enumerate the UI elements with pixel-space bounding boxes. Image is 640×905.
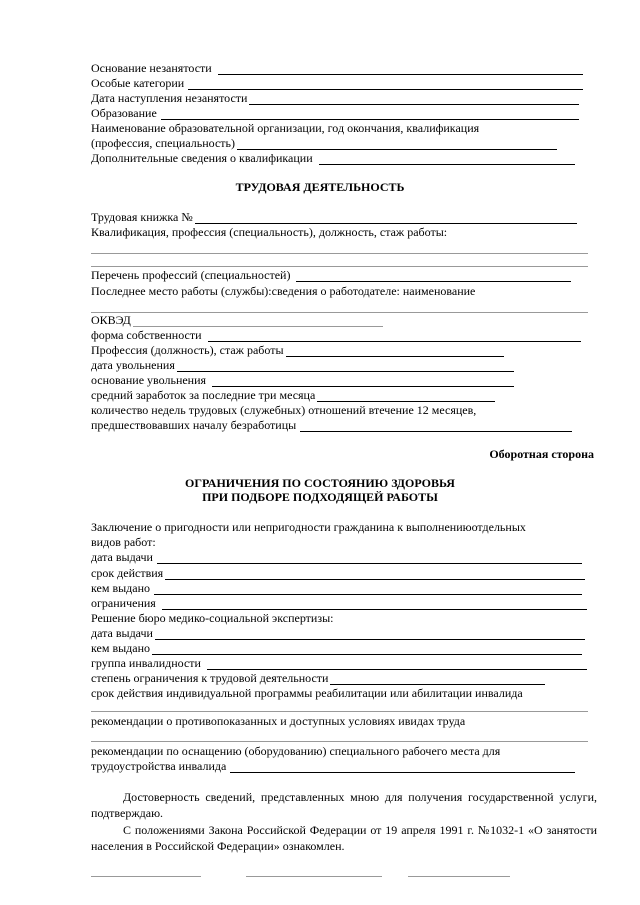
zakl-label-1: Заключение о пригодности или непригодности гражданина к выполнениюотдельных xyxy=(91,520,526,534)
knizhka-row xyxy=(91,210,577,224)
rekom2b-field[interactable] xyxy=(230,761,575,773)
kem-2-row xyxy=(91,641,582,655)
data-vydachi-label: дата выдачи xyxy=(91,550,153,564)
rekom1-row xyxy=(91,714,465,728)
kol-nedel-label: количество недель трудовых (служебных) отношений втечение 12 месяцев, xyxy=(91,403,477,417)
kem-row xyxy=(91,581,582,595)
rekom2b-row xyxy=(91,759,575,773)
predsh-field[interactable] xyxy=(300,420,572,432)
kem-label: кем выдано xyxy=(91,581,151,595)
data-vydachi-field[interactable] xyxy=(157,552,582,564)
stepen-row xyxy=(91,671,545,685)
perechen-row xyxy=(91,268,571,282)
posled-mesto-row xyxy=(91,284,475,298)
perechen-field[interactable] xyxy=(296,270,571,282)
okved-label: ОКВЭД xyxy=(91,313,131,327)
zarabotok-field[interactable] xyxy=(317,390,495,402)
naim-org-row xyxy=(91,121,479,135)
zakon-paragraph: С положениями Закона Российской Федерации от 19 апреля 1991 г. №1032-1 «О занятости населения в Российской Федерации» ознакомлен. xyxy=(91,823,597,853)
zakl-row-1 xyxy=(91,520,526,534)
data-vydachi-row xyxy=(91,550,582,564)
prof-dolzh-row xyxy=(91,343,504,357)
rekom2a-row xyxy=(91,744,500,758)
srok-ipr-label: срок действия индивидуальной программы реабилитации или абилитации инвалида xyxy=(91,686,523,700)
predsh-label: предшествовавших началу безработицы xyxy=(91,418,297,432)
rekom1-label: рекомендации о противопоказанных и доступных условиях ивидах труда xyxy=(91,714,466,728)
kol-nedel-row xyxy=(91,403,476,417)
ogranich-field[interactable] xyxy=(162,598,587,610)
forma-label: форма собственности xyxy=(91,328,202,342)
perechen-label: Перечень профессий (специальностей) xyxy=(91,268,291,282)
predsh-row xyxy=(91,418,572,432)
data-uvol-field[interactable] xyxy=(177,360,514,372)
naim-org-field[interactable] xyxy=(237,138,557,150)
data-nastup-label: Дата наступления незанятости xyxy=(91,91,248,105)
prof-dolzh-label: Профессия (должность), стаж работы xyxy=(91,343,284,357)
srok-label: срок действия xyxy=(91,566,164,580)
srok-field[interactable] xyxy=(165,568,585,580)
osnov-uvol-label: основание увольнения xyxy=(91,373,207,387)
knizhka-label: Трудовая книжка № xyxy=(91,210,193,224)
osnov-uvol-field[interactable] xyxy=(212,375,514,387)
rekom1-line[interactable] xyxy=(91,741,588,742)
gruppa-label: группа инвалидности xyxy=(91,656,201,670)
ogranich-row xyxy=(91,596,587,610)
professiya-spec-label: (профессия, специальность) xyxy=(91,136,235,150)
posled-mesto-label: Последнее место работы (службы):сведения о работодателе: наименование xyxy=(91,284,476,298)
rekom2b-label: трудоустройства инвалида xyxy=(91,759,227,773)
srok-ipr-line[interactable] xyxy=(91,711,588,712)
reverse-side-label: Оборотная сторона xyxy=(489,447,594,461)
osobye-label: Особые категории xyxy=(91,76,185,90)
zarabotok-label: средний заработок за последние три месяца xyxy=(91,388,316,402)
dostov-paragraph: Достоверность сведений, представленных мною для получения государственной услуги, подтверждаю. xyxy=(91,790,597,820)
obrazovanie-label: Образование xyxy=(91,106,157,120)
osnovanie-field[interactable] xyxy=(218,63,583,75)
zarabotok-row xyxy=(91,388,495,402)
data-nastup-row xyxy=(91,91,579,105)
kem-2-field[interactable] xyxy=(152,643,582,655)
kvalif-row xyxy=(91,225,447,239)
forma-field[interactable] xyxy=(208,330,581,342)
osnovanie-row xyxy=(91,61,583,75)
forma-row xyxy=(91,328,581,342)
osnov-uvol-row xyxy=(91,373,514,387)
obrazovanie-row xyxy=(91,106,579,120)
stepen-field[interactable] xyxy=(330,673,545,685)
ogranich-label: ограничения xyxy=(91,596,156,610)
zakl-row-2 xyxy=(91,535,156,549)
data-uvol-label: дата увольнения xyxy=(91,358,175,372)
health-heading-2: ПРИ ПОДБОРЕ ПОДХОДЯЩЕЙ РАБОТЫ xyxy=(202,490,438,504)
gruppa-field[interactable] xyxy=(207,658,587,670)
okved-row xyxy=(91,313,383,327)
signature-line-3[interactable] xyxy=(408,876,510,877)
gruppa-row xyxy=(91,656,587,670)
data-vydachi-2-field[interactable] xyxy=(155,628,585,640)
rekom2a-label: рекомендации по оснащению (оборудованию) специального рабочего места для xyxy=(91,744,501,758)
srok-row xyxy=(91,566,585,580)
signature-line-2[interactable] xyxy=(246,876,382,877)
stepen-label: степень ограничения к трудовой деятельности xyxy=(91,671,329,685)
dop-sved-label: Дополнительные сведения о квалификации xyxy=(91,151,313,165)
dop-sved-field[interactable] xyxy=(319,153,575,165)
naim-org-label: Наименование образовательной организации, год окончания, квалификация xyxy=(91,121,480,135)
reshenie-label: Решение бюро медико-социальной экспертизы: xyxy=(91,611,334,625)
kvalif-label: Квалификация, профессия (специальность), должность, стаж работы: xyxy=(91,225,448,239)
obrazovanie-field[interactable] xyxy=(161,108,579,120)
reshenie-row xyxy=(91,611,333,625)
srok-ipr-row xyxy=(91,686,523,700)
data-vydachi-2-label: дата выдачи xyxy=(91,626,153,640)
data-vydachi-2-row xyxy=(91,626,585,640)
labor-heading: ТРУДОВАЯ ДЕЯТЕЛЬНОСТЬ xyxy=(235,180,405,194)
osnovanie-label: Основание незанятости xyxy=(91,61,212,75)
prof-dolzh-field[interactable] xyxy=(286,345,504,357)
kem-2-label: кем выдано xyxy=(91,641,151,655)
kvalif-line-2[interactable] xyxy=(91,266,588,267)
zakl-label-2: видов работ: xyxy=(91,535,156,549)
professiya-spec-row xyxy=(91,136,557,150)
osobye-field[interactable] xyxy=(188,78,583,90)
knizhka-field[interactable] xyxy=(195,212,577,224)
data-nastup-field[interactable] xyxy=(249,93,579,105)
data-uvol-row xyxy=(91,358,514,372)
signature-line-1[interactable] xyxy=(91,876,201,877)
health-heading-1: ОГРАНИЧЕНИЯ ПО СОСТОЯНИЮ ЗДОРОВЬЯ xyxy=(185,476,455,490)
kem-field[interactable] xyxy=(154,583,582,595)
osobye-row xyxy=(91,76,583,90)
okved-field[interactable] xyxy=(133,315,383,327)
dop-sved-row xyxy=(91,151,575,165)
kvalif-line-1[interactable] xyxy=(91,253,588,254)
